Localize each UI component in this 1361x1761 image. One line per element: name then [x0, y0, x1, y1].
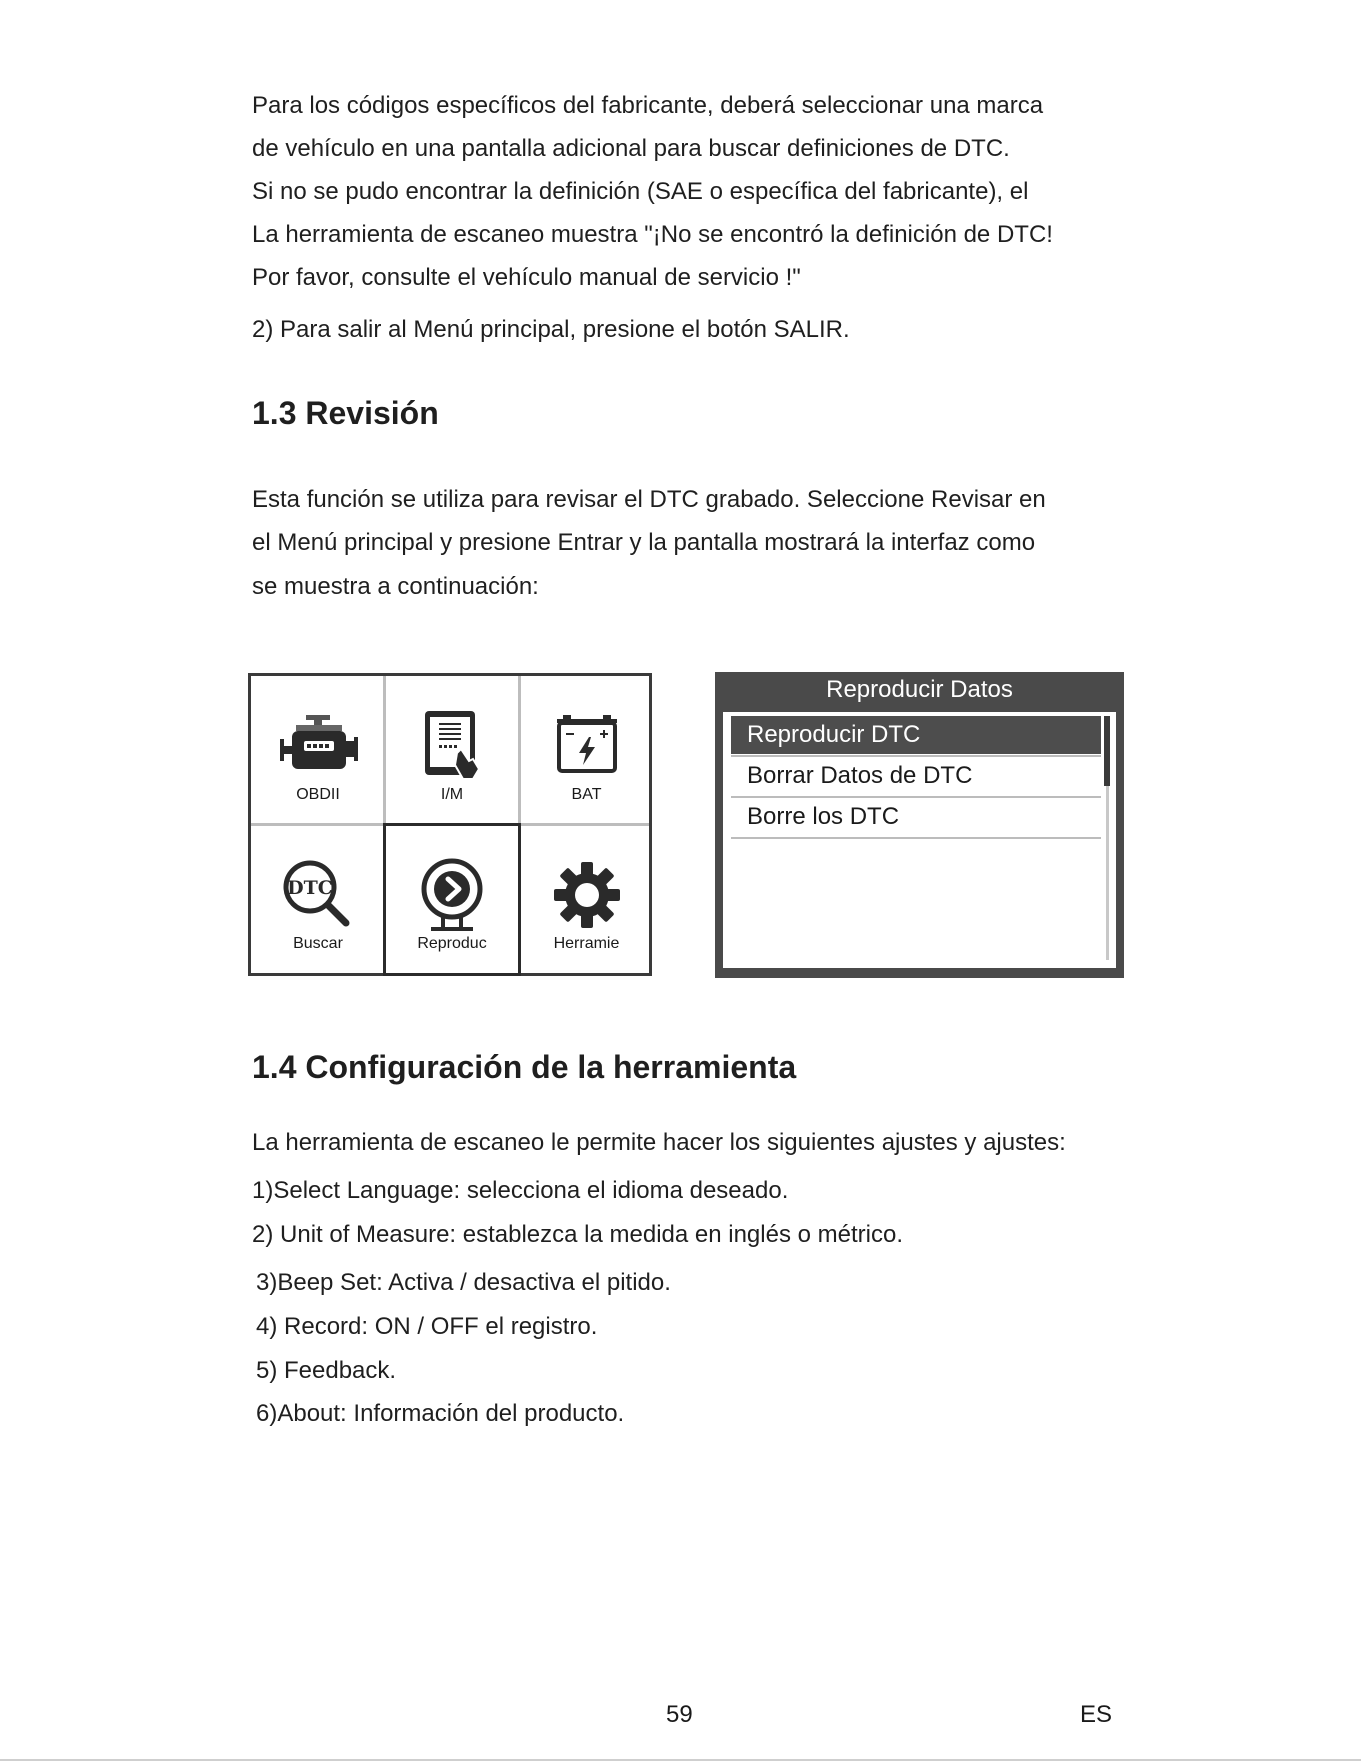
menu-item-label: Herramie — [553, 935, 620, 952]
intro-line-2: de vehículo en una pantalla adicional para buscar definiciones de DTC. — [252, 135, 1010, 162]
review-line-1: Esta función se utiliza para revisar el DTC grabado. Seleccione Revisar en — [252, 486, 1046, 513]
intro-line-4: La herramienta de escaneo muestra "¡No se encontró la definición de DTC! — [252, 221, 1053, 248]
intro-line-3: Si no se pudo encontrar la definición (SAE o específica del fabricante), el — [252, 178, 1029, 205]
review-line-3: se muestra a continuación: — [252, 573, 539, 600]
config-item-1: 1)Select Language: selecciona el idioma deseado. — [252, 1177, 789, 1204]
review-line-2: el Menú principal y presione Entrar y la pantalla mostrará la interfaz como — [252, 529, 1036, 556]
screen-item-borre-dtc[interactable]: Borre los DTC — [747, 803, 900, 830]
intro-line-5: Por favor, consulte el vehículo manual de servicio !" — [252, 264, 801, 291]
playback-screen — [715, 672, 1124, 978]
section-review-heading: 1.3 Revisión — [252, 395, 439, 431]
row-separator — [731, 837, 1101, 839]
gear-icon — [542, 856, 632, 934]
scrollbar-thumb[interactable] — [1104, 716, 1110, 786]
menu-item-label: OBDII — [296, 786, 340, 803]
menu-item-obdii[interactable] — [251, 676, 385, 824]
menu-item-buscar[interactable] — [251, 826, 385, 973]
tablet-touch-icon — [407, 706, 497, 784]
section-config-heading: 1.4 Configuración de la herramienta — [252, 1049, 797, 1085]
screen-item-reproducir-dtc[interactable]: Reproducir DTC — [731, 716, 1101, 754]
svg-text:DTC: DTC — [287, 877, 333, 899]
config-item-6: 6)About: Información del producto. — [256, 1400, 625, 1427]
page-number: 59 — [666, 1701, 693, 1728]
selected-item-frame — [383, 823, 521, 976]
config-item-5: 5) Feedback. — [256, 1357, 397, 1384]
screen-body — [723, 712, 1116, 968]
menu-item-label: BAT — [571, 786, 602, 803]
menu-item-bat[interactable] — [521, 676, 652, 824]
menu-item-label: Buscar — [293, 935, 343, 952]
screen-item-borrar-datos[interactable]: Borrar Datos de DTC — [747, 762, 973, 789]
menu-item-herramie[interactable] — [521, 826, 652, 973]
engine-icon — [273, 706, 363, 784]
config-item-3: 3)Beep Set: Activa / desactiva el pitido. — [256, 1269, 671, 1296]
battery-icon — [542, 706, 632, 784]
menu-item-label: Reproduc — [417, 935, 487, 952]
config-intro: La herramienta de escaneo le permite hacer los siguientes ajustes y ajustes: — [252, 1129, 1066, 1156]
screen-title: Reproducir Datos — [826, 676, 1013, 703]
main-menu-grid — [248, 673, 652, 976]
config-item-2: 2) Unit of Measure: establezca la medida en inglés o métrico. — [252, 1221, 903, 1248]
intro-line-1: Para los códigos específicos del fabricante, deberá seleccionar una marca — [252, 92, 1044, 119]
intro-line-6: 2) Para salir al Menú principal, presione el botón SALIR. — [252, 316, 850, 343]
dtc-search-icon — [273, 856, 363, 934]
config-item-4: 4) Record: ON / OFF el registro. — [256, 1313, 598, 1340]
menu-item-im[interactable] — [386, 676, 518, 824]
menu-item-label: I/M — [440, 786, 464, 803]
language-code: ES — [1080, 1701, 1113, 1728]
